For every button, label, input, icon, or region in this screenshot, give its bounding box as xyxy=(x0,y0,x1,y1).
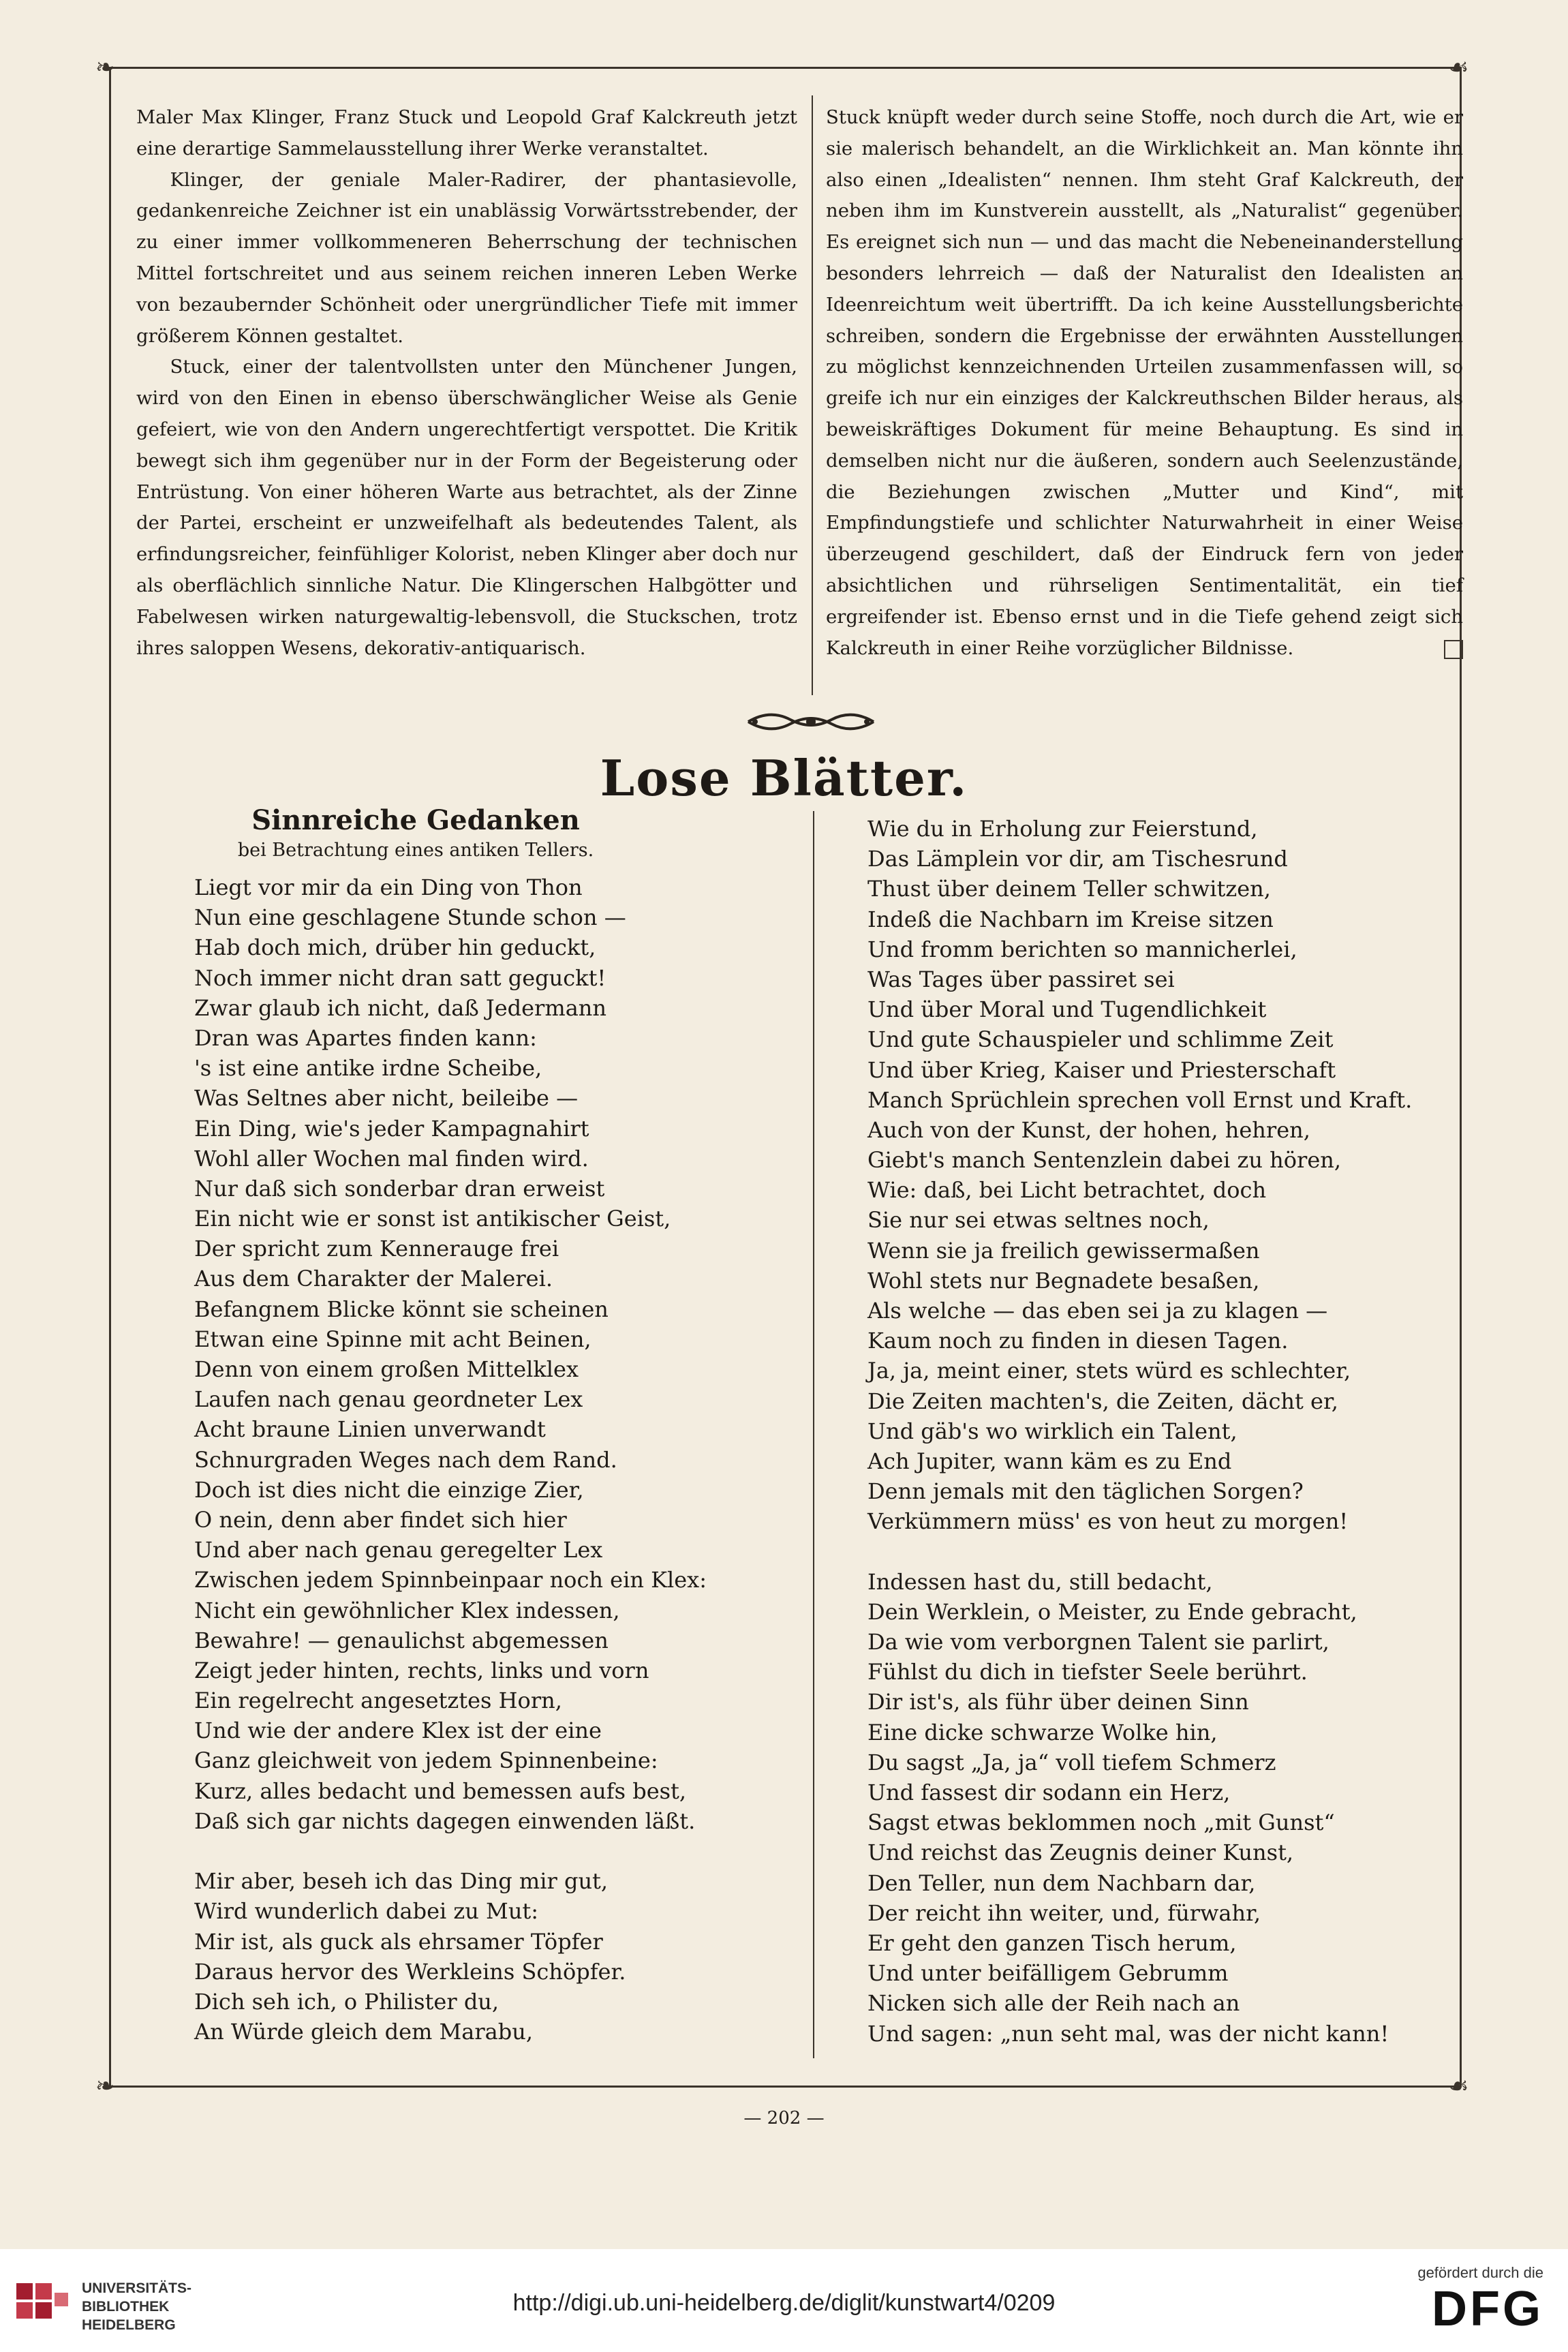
verse-line: Daß sich gar nichts dagegen einwenden läßt. xyxy=(194,1807,696,1834)
verse-line: Ganz gleichweit von jedem Spinnenbeine: xyxy=(194,1747,658,1774)
stanza-break xyxy=(194,1836,808,1866)
corner-ornament-top-left: ❧ xyxy=(95,54,115,81)
verse-line: Eine dicke schwarze Wolke hin, xyxy=(867,1719,1218,1745)
verse-line: Das Lämplein vor dir, am Tischesrund xyxy=(867,846,1288,872)
divider-ornament-icon xyxy=(743,706,879,737)
poem-divider xyxy=(813,811,814,2058)
verse-line: Zwar glaub ich nicht, daß Jedermann xyxy=(194,994,606,1021)
poem-title: Sinnreiche Gedanken xyxy=(251,804,580,836)
verse-line: Die Zeiten machten's, die Zeiten, dächt er, xyxy=(867,1388,1338,1414)
verse-line: Bewahre! — genaulichst abgemessen xyxy=(194,1627,609,1653)
verse-line: Zwischen jedem Spinnbeinpaar noch ein Klex: xyxy=(194,1567,707,1593)
verse-line: Ein nicht wie er sonst ist antikischer Geist, xyxy=(194,1206,671,1232)
verse-line: Sie nur sei etwas seltnes noch, xyxy=(867,1207,1210,1234)
verse-line: Daraus hervor des Werkleins Schöpfer. xyxy=(194,1958,626,1985)
verse-line: Und gäb's wo wirklich ein Talent, xyxy=(867,1418,1238,1444)
verse-line: Was Seltnes aber nicht, beileibe — xyxy=(194,1085,579,1112)
verse-line: Etwan eine Spinne mit acht Beinen, xyxy=(194,1326,591,1352)
article-paragraph: Stuck, einer der talentvollsten unter den Münchener Jungen, wird von den Einen in ebenso überschwänglicher Weise als Genie gefeiert, wie von den Andern ungerechtfertigt verspottet. Die Kritik bewegt sich ihm gegenüber nur in der Form der Begeisterung oder Entrüstung. Von einer höheren Warte aus betrachtet, als der Zinne der Partei, erscheint er unzweifelhaft als bedeutendes Talent, als erfindungsreicher, feinfühliger Kolorist, neben Klinger aber doch nur als oberflächlich sinnliche Natur. Die Klingerschen Halbgötter und Fabelwesen wirken naturgewaltig-lebensvoll, die Stuckschen, trotz ihres saloppen Wesens, dekorativ-antiquarisch. xyxy=(136,356,797,659)
verse-line: Du sagst „Ja, ja“ voll tiefem Schmerz xyxy=(867,1749,1276,1775)
verse-line: Wenn sie ja freilich gewissermaßen xyxy=(867,1237,1260,1264)
article-paragraph: Klinger, der geniale Maler-Radirer, der phantasievolle, gedankenreiche Zeichner ist ein unablässig Vorwärtsstrebender, der zu einer immer vollkommeneren Beherrschung der technischen Mittel fortschreitet und aus seinem reichen inneren Leben Werke von bezaubernder Schönheit oder unergründlicher Tiefe mit immer größerem Können gestaltet. xyxy=(136,168,797,347)
verse-line: Noch immer nicht dran satt geguckt! xyxy=(194,964,606,991)
verse-line: Aus dem Charakter der Malerei. xyxy=(194,1266,553,1292)
verse-line: Denn jemals mit den täglichen Sorgen? xyxy=(867,1478,1304,1505)
verse-line: Hab doch mich, drüber hin geduckt, xyxy=(194,934,596,961)
verse-line: Kaum noch zu finden in diesen Tagen. xyxy=(867,1328,1289,1354)
stanza-break xyxy=(867,1537,1460,1567)
verse-line: Nun eine geschlagene Stunde schon — xyxy=(194,904,626,931)
dfg-logo: DFG xyxy=(1432,2282,1543,2336)
article-paragraph xyxy=(826,102,1463,664)
verse-line: Er geht den ganzen Tisch herum, xyxy=(867,1929,1237,1956)
verse-line: Wohl aller Wochen mal finden wird. xyxy=(194,1145,589,1172)
article-paragraph-text: Stuck knüpft weder durch seine Stoffe, noch durch die Art, wie er sie malerisch behandelt, an die Wirklichkeit an. Man könnte ihn also einen „Idealisten“ nennen. Ihm steht Graf Kalckreuth, der neben ihm im Kunstverein ausstellt, als „Naturalist“ gegenüber. Es ereignet sich nun — und das macht die Nebeneinanderstellung besonders lehrreich — daß der Naturalist den Idealisten an Ideenreichtum weit übertrifft. Da ich keine Ausstellungsberichte schreiben, sondern die Ergebnisse der erwähnten Ausstellungen zu möglichst kennzeichnenden Urteilen zusammenfassen will, so greife ich nur ein einziges der Kalckreuthschen Bilder heraus, als beweiskräftiges Dokument für meine Behauptung. Es sind in demselben nicht nur die äußeren, sondern auch Seelenzustände, die Beziehungen zwischen „Mutter und Kind“, mit Empfindungstiefe und schlichter Naturwahrheit in einer Weise überzeugend geschildert, daß der Eindruck fern von jeder absichtlichen und rührseligen Sentimentalität, ein tief ergreifender ist. Ebenso ernst und in die Tiefe gehend zeigt sich Kalckreuth in einer Reihe vorzüglicher Bildnisse. xyxy=(826,106,1463,659)
verse-line: Den Teller, nun dem Nachbarn dar, xyxy=(867,1869,1256,1896)
verse-line: Wird wunderlich dabei zu Mut: xyxy=(194,1898,539,1925)
verse-line: Denn von einem großen Mittelklex xyxy=(194,1356,579,1382)
verse-line: Und sagen: „nun seht mal, was der nicht kann! xyxy=(867,2020,1389,2047)
poem-column-right xyxy=(867,814,1460,2049)
verse-line: Auch von der Kunst, der hohen, hehren, xyxy=(867,1116,1310,1143)
verse-line: Nicht ein gewöhnlicher Klex indessen, xyxy=(194,1597,620,1623)
verse-line: Mir aber, beseh ich das Ding mir gut, xyxy=(194,1868,609,1895)
verse-line: Und fromm berichten so mannicherlei, xyxy=(867,936,1297,962)
verse-line: Als welche — das eben sei ja zu klagen — xyxy=(867,1298,1328,1324)
verse-line: Ja, ja, meint einer, stets würd es schlechter, xyxy=(867,1358,1351,1384)
article-column-right xyxy=(826,102,1463,664)
verse-line: Und fassest dir sodann ein Herz, xyxy=(867,1780,1231,1805)
verse-line: Mir ist, als guck als ehrsamer Töpfer xyxy=(194,1928,603,1955)
verse-line: Dran was Apartes finden kann: xyxy=(194,1024,537,1051)
column-divider xyxy=(812,95,813,695)
poem-subtitle: bei Betrachtung eines antiken Tellers. xyxy=(237,840,594,861)
verse-line: Laufen nach genau geordneter Lex xyxy=(194,1386,583,1413)
corner-ornament-bottom-right: ☙ xyxy=(1448,2073,1469,2100)
verse-line: Wie: daß, bei Licht betrachtet, doch xyxy=(867,1177,1267,1204)
verse-line: 's ist eine antike irdne Scheibe, xyxy=(194,1055,542,1082)
verse-line: Doch ist dies nicht die einzige Zier, xyxy=(194,1476,584,1503)
bottom-rule xyxy=(109,2086,1462,2088)
verse-line: O nein, denn aber findet sich hier xyxy=(194,1506,567,1533)
verse-line: Indeß die Nachbarn im Kreise sitzen xyxy=(867,906,1274,932)
verse-line: Und reichst das Zeugnis deiner Kunst, xyxy=(867,1839,1294,1866)
verse-line: Nicken sich alle der Reih nach an xyxy=(867,1990,1240,2017)
footer-bar xyxy=(0,2249,1568,2352)
verse-line: Und wie der andere Klex ist der eine xyxy=(194,1717,602,1744)
verse-line: Wie du in Erholung zur Feierstund, xyxy=(867,816,1258,842)
verse-line: Fühlst du dich in tiefster Seele berührt. xyxy=(867,1659,1308,1685)
verse-line: Nur daß sich sonderbar dran erweist xyxy=(194,1175,605,1202)
university-name-line: UNIVERSITÄTS- xyxy=(82,2280,192,2296)
page-number: — 202 — xyxy=(743,2108,825,2128)
verse-line: Ach Jupiter, wann käm es zu End xyxy=(867,1448,1232,1474)
verse-line: Und über Moral und Tugendlichkeit xyxy=(867,996,1267,1023)
article-paragraph: Maler Max Klinger, Franz Stuck und Leopold Graf Kalckreuth jetzt eine derartige Sammelausstellung ihrer Werke veranstaltet. xyxy=(136,106,797,159)
university-name-line: BIBLIOTHEK xyxy=(82,2299,170,2315)
verse-line: Da wie vom verborgnen Talent sie parlirt, xyxy=(867,1629,1329,1655)
corner-ornament-bottom-left: ❧ xyxy=(95,2073,115,2100)
verse-line: An Würde gleich dem Marabu, xyxy=(194,2019,533,2045)
verse-line: Und über Krieg, Kaiser und Priesterschaft xyxy=(867,1056,1336,1083)
verse-line: Und unter beifälligem Gebrumm xyxy=(867,1960,1229,1987)
verse-line: Was Tages über passiret sei xyxy=(867,966,1175,992)
verse-line: Dich seh ich, o Philister du, xyxy=(194,1988,499,2015)
sponsor-text: gefördert durch die xyxy=(1417,2264,1543,2281)
verse-line: Sagst etwas beklommen noch „mit Gunst“ xyxy=(867,1809,1335,1836)
verse-line: Verkümmern müss' es von heut zu morgen! xyxy=(867,1508,1349,1535)
verse-line: Und gute Schauspieler und schlimme Zeit xyxy=(867,1026,1334,1053)
verse-line: Giebt's manch Sentenzlein dabei zu hören, xyxy=(867,1147,1342,1174)
corner-ornament-top-right: ☙ xyxy=(1448,54,1469,81)
top-rule xyxy=(109,67,1462,69)
verse-line: Dir ist's, als führ über deinen Sinn xyxy=(867,1689,1249,1715)
verse-line: Wohl stets nur Begnadete besaßen, xyxy=(867,1267,1260,1294)
verse-line: Befangnem Blicke könnt sie scheinen xyxy=(194,1296,609,1322)
left-rule xyxy=(109,67,111,2088)
university-name-line: HEIDELBERG xyxy=(82,2317,176,2333)
poem-column-left xyxy=(194,872,808,2047)
verse-line: Der reicht ihn weiter, und, fürwahr, xyxy=(867,1899,1261,1926)
verse-line: Indessen hast du, still bedacht, xyxy=(867,1568,1213,1595)
verse-line: Dein Werklein, o Meister, zu Ende gebracht, xyxy=(867,1598,1357,1625)
verse-line: Thust über deinem Teller schwitzen, xyxy=(867,876,1271,902)
verse-line: Manch Sprüchlein sprechen voll Ernst und Kraft. xyxy=(867,1086,1413,1113)
verse-line: Der spricht zum Kennerauge frei xyxy=(194,1236,559,1262)
verse-line: Acht braune Linien unverwandt xyxy=(194,1416,546,1443)
verse-line: Und aber nach genau geregelter Lex xyxy=(194,1537,603,1563)
section-title: Lose Blätter. xyxy=(600,749,968,807)
verse-line: Ein Ding, wie's jeder Kampagnahirt xyxy=(194,1115,589,1142)
verse-line: Kurz, alles bedacht und bemessen aufs best, xyxy=(194,1777,687,1804)
source-url[interactable]: http://digi.ub.uni-heidelberg.de/diglit/kunstwart4/0209 xyxy=(512,2290,1056,2316)
end-mark-icon xyxy=(1444,640,1463,659)
verse-line: Schnurgraden Weges nach dem Rand. xyxy=(194,1446,617,1473)
verse-line: Zeigt jeder hinten, rechts, links und vorn xyxy=(194,1657,649,1683)
verse-line: Ein regelrecht angesetztes Horn, xyxy=(194,1687,562,1714)
verse-line: Liegt vor mir da ein Ding von Thon xyxy=(194,874,583,900)
article-column-left xyxy=(136,102,797,664)
